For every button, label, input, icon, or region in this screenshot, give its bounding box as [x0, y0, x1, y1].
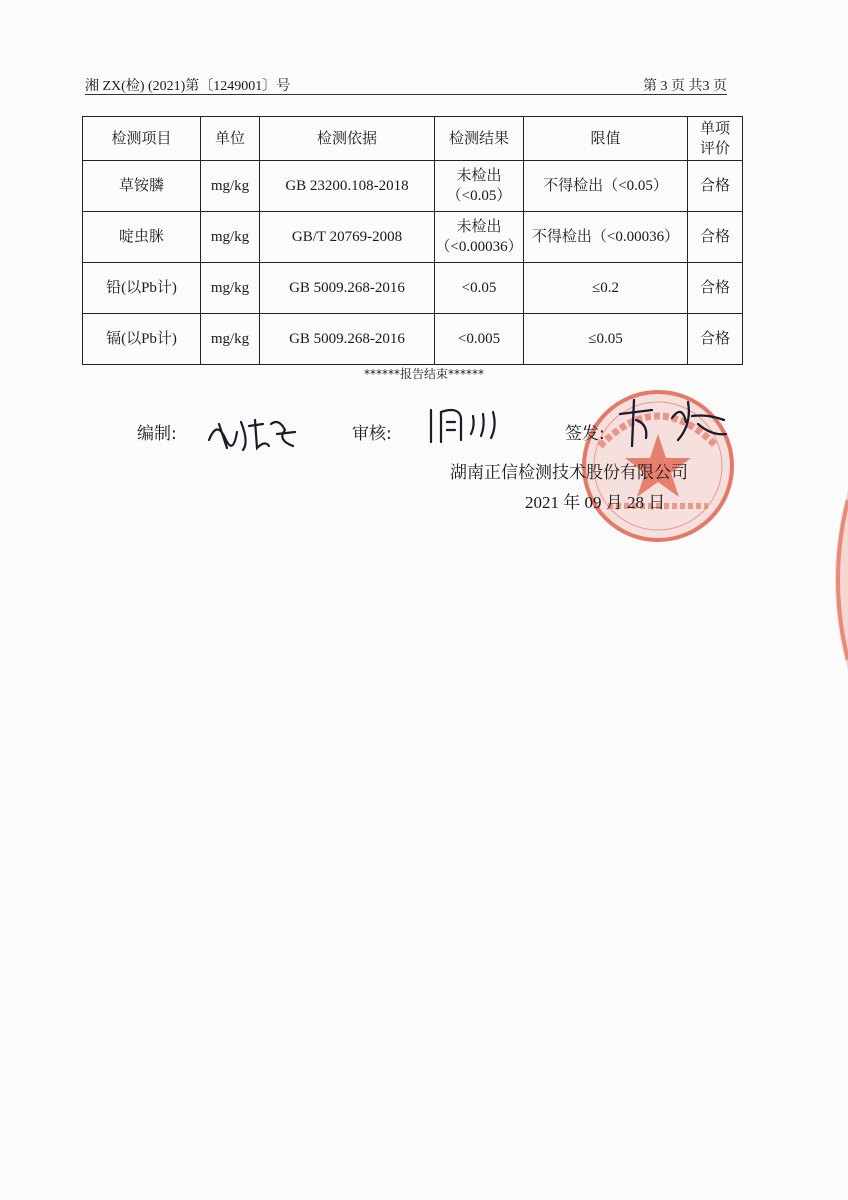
- cell-unit: mg/kg: [201, 263, 260, 314]
- col-header-evaluation-line1: 单项: [699, 120, 730, 137]
- reviewed-by-signature: [425, 404, 505, 448]
- cell-item: 镉(以Pb计): [83, 314, 201, 365]
- cell-result: <0.005: [435, 314, 524, 365]
- cell-basis: GB/T 20769-2008: [260, 212, 435, 263]
- report-number: 湘 ZX(检) (2021)第〔1249001〕号: [85, 79, 291, 94]
- col-header-unit: 单位: [201, 117, 260, 161]
- company-name: 湖南正信检测技术股份有限公司: [450, 463, 688, 483]
- cell-evaluation: 合格: [688, 161, 743, 212]
- reviewed-by-label: 审核:: [352, 424, 392, 444]
- cell-limit: 不得检出（<0.05）: [524, 161, 688, 212]
- col-header-limit: 限值: [524, 117, 688, 161]
- col-header-evaluation-line2: 评价: [699, 140, 730, 157]
- cell-item: 草铵膦: [83, 161, 201, 212]
- cell-basis: GB 23200.108-2018: [260, 161, 435, 212]
- cell-basis: GB 5009.268-2016: [260, 314, 435, 365]
- compiled-by-label: 编制:: [137, 424, 177, 444]
- report-end-note: ******报告结束******: [363, 367, 484, 381]
- approved-by-label: 签发:: [565, 424, 605, 444]
- cell-result-line1: 未检出: [456, 168, 502, 184]
- approved-by-signature: [612, 394, 732, 450]
- cell-basis: GB 5009.268-2016: [260, 263, 435, 314]
- cell-item: 铅(以Pb计): [83, 263, 201, 314]
- table-row: [83, 212, 743, 263]
- cell-result-line2: （<0.05）: [446, 188, 512, 204]
- col-header-evaluation: [688, 117, 743, 161]
- cell-result: [435, 212, 524, 263]
- cell-limit: ≤0.2: [524, 263, 688, 314]
- cell-result-line1: 未检出: [456, 219, 502, 235]
- cell-limit: 不得检出（<0.00036）: [524, 212, 688, 263]
- table-row: [83, 161, 743, 212]
- cell-unit: mg/kg: [201, 212, 260, 263]
- cell-evaluation: 合格: [688, 263, 743, 314]
- table-header-row: [83, 117, 743, 161]
- table-row: [83, 314, 743, 365]
- page-info: 第 3 页 共3 页: [643, 79, 727, 94]
- cell-unit: mg/kg: [201, 314, 260, 365]
- cell-result: <0.05: [435, 263, 524, 314]
- cell-evaluation: 合格: [688, 314, 743, 365]
- table-row: [83, 263, 743, 314]
- cell-result: [435, 161, 524, 212]
- col-header-basis: 检测依据: [260, 117, 435, 161]
- report-date: 2021 年 09 月 28 日: [525, 493, 666, 512]
- results-table: [82, 116, 743, 365]
- col-header-result: 检测结果: [435, 117, 524, 161]
- cell-unit: mg/kg: [201, 161, 260, 212]
- col-header-item: 检测项目: [83, 117, 201, 161]
- cell-limit: ≤0.05: [524, 314, 688, 365]
- cell-result-line2: （<0.00036）: [435, 239, 523, 255]
- compiled-by-signature: [205, 410, 300, 454]
- edge-seal-fragment: [820, 490, 848, 670]
- cell-evaluation: 合格: [688, 212, 743, 263]
- page-header: [85, 74, 727, 95]
- cell-item: 啶虫脒: [83, 212, 201, 263]
